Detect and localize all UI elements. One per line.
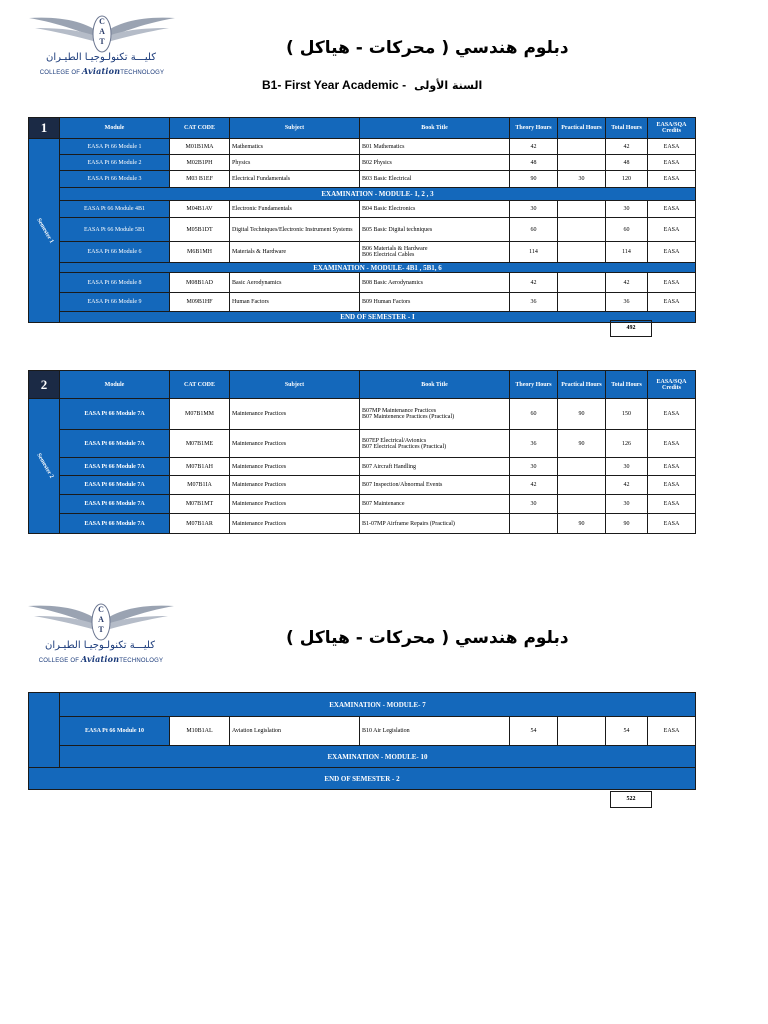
credits-cell: EASA (648, 514, 696, 534)
practical-cell (558, 273, 606, 293)
table-row (29, 293, 696, 312)
theory-cell: 60 (510, 218, 558, 242)
module-cell: EASA Pt 66 Module 7A (60, 495, 170, 514)
code-cell: M07B1ME (170, 430, 230, 458)
table-row (29, 476, 696, 495)
total-cell: 60 (606, 218, 648, 242)
module-cell: EASA Pt 66 Module 7A (60, 399, 170, 430)
book-cell: B10 Air Legislation (360, 717, 510, 746)
credits-cell: EASA (648, 717, 696, 746)
practical-cell (558, 242, 606, 263)
code-cell: M07B1MM (170, 399, 230, 430)
code-cell: M6B1MH (170, 242, 230, 263)
col-total-hours: Total Hours (606, 371, 648, 399)
col-module: Module (60, 371, 170, 399)
table-row (29, 242, 696, 263)
subject-cell: Maintenance Practices (230, 399, 360, 430)
semester-1-total: 492 (610, 320, 652, 337)
col-cat-code: CAT CODE (170, 118, 230, 139)
book-cell: B02 Physics (360, 155, 510, 171)
code-cell: M07B1IA (170, 476, 230, 495)
semester-2-table (28, 370, 696, 534)
theory-cell: 48 (510, 155, 558, 171)
theory-cell: 42 (510, 139, 558, 155)
credits-cell: EASA (648, 218, 696, 242)
semester-2-total: 522 (610, 791, 652, 808)
book-cell: B07 Maintenance (360, 495, 510, 514)
col-theory-hours: Theory Hours (510, 118, 558, 139)
module-cell: EASA Pt 66 Module 7A (60, 476, 170, 495)
semester-side-label: Semester 1 (29, 139, 60, 323)
practical-cell (558, 201, 606, 218)
book-cell: B07 Inspection/Abnormal Events (360, 476, 510, 495)
subject-cell: Electrical Fundamentals (230, 171, 360, 188)
table-row (29, 430, 696, 458)
book-cell: B05 Basic Digital techniques (360, 218, 510, 242)
module-cell: EASA Pt 66 Module 7A (60, 514, 170, 534)
total-cell: 90 (606, 514, 648, 534)
subject-cell: Electronic Fundamentals (230, 201, 360, 218)
theory-cell: 42 (510, 273, 558, 293)
col-book-title: Book Title (360, 118, 510, 139)
book-cell: B07 Aircraft Handling (360, 458, 510, 476)
end-semester-band: END OF SEMESTER - 2 (29, 768, 696, 790)
credits-cell: EASA (648, 293, 696, 312)
module-cell: EASA Pt 66 Module 6 (60, 242, 170, 263)
credits-cell: EASA (648, 399, 696, 430)
practical-cell (558, 717, 606, 746)
practical-cell (558, 495, 606, 514)
logo-english-name: COLLEGE OF AviationTECHNOLOGY (39, 66, 165, 76)
code-cell: M01B1MA (170, 139, 230, 155)
table-row (29, 717, 696, 746)
col-subject: Subject (230, 118, 360, 139)
theory-cell: 36 (510, 293, 558, 312)
module-cell: EASA Pt 66 Module 3 (60, 171, 170, 188)
book-cell: B07EP Electrical/Avionics B07 Electrical Practices (Practical) (360, 430, 510, 458)
theory-cell: 30 (510, 201, 558, 218)
table-row (29, 139, 696, 155)
total-cell: 150 (606, 399, 648, 430)
logo-arabic-name: كليـــة تكنولـوجيـا الطيـران (44, 640, 156, 651)
theory-cell: 30 (510, 495, 558, 514)
total-cell: 30 (606, 495, 648, 514)
col-book-title: Book Title (360, 371, 510, 399)
total-cell: 48 (606, 155, 648, 171)
semester-1-table (28, 117, 696, 323)
total-cell: 126 (606, 430, 648, 458)
exam-band: EXAMINATION - MODULE- 7 (60, 693, 696, 717)
theory-cell: 60 (510, 399, 558, 430)
module-cell: EASA Pt 66 Module 8 (60, 273, 170, 293)
practical-cell (558, 218, 606, 242)
code-cell: M10B1AL (170, 717, 230, 746)
table-row (29, 201, 696, 218)
code-cell: M04B1AV (170, 201, 230, 218)
practical-cell (558, 458, 606, 476)
code-cell: M05B1DT (170, 218, 230, 242)
book-cell: B1-07MP Airframe Repairs (Practical) (360, 514, 510, 534)
practical-cell (558, 476, 606, 495)
logo-letters: CAT (98, 605, 104, 634)
code-cell: M03 B1EF (170, 171, 230, 188)
code-cell: M09B1HF (170, 293, 230, 312)
exam-band: EXAMINATION - MODULE- 10 (60, 746, 696, 768)
logo-letters: CAT (99, 17, 105, 46)
total-cell: 114 (606, 242, 648, 263)
module-cell: EASA Pt 66 Module 4B1 (60, 201, 170, 218)
book-cell: B03 Basic Electrical (360, 171, 510, 188)
theory-cell: 42 (510, 476, 558, 495)
book-cell: B06 Materials & Hardware B06 Electrical Cables (360, 242, 510, 263)
table-row (29, 399, 696, 430)
table-row (29, 458, 696, 476)
total-cell: 30 (606, 201, 648, 218)
practical-cell (558, 155, 606, 171)
book-cell: B09 Human Factors (360, 293, 510, 312)
code-cell: M08B1AD (170, 273, 230, 293)
college-logo (26, 602, 176, 664)
practical-cell: 30 (558, 171, 606, 188)
theory-cell: 30 (510, 458, 558, 476)
practical-cell: 90 (558, 399, 606, 430)
subtitle: B1- First Year Academic - السنة الأولى (262, 78, 483, 92)
practical-cell (558, 293, 606, 312)
module-cell: EASA Pt 66 Module 9 (60, 293, 170, 312)
col-practical-hours: Practical Hours (558, 118, 606, 139)
subject-cell: Maintenance Practices (230, 495, 360, 514)
subject-cell: Mathematics (230, 139, 360, 155)
book-cell: B04 Basic Electronics (360, 201, 510, 218)
table-row (29, 155, 696, 171)
subject-cell: Aviation Legislation (230, 717, 360, 746)
credits-cell: EASA (648, 430, 696, 458)
theory-cell: 36 (510, 430, 558, 458)
arabic-title: دبلوم هندسي ( محركات - هياكل ) (286, 628, 569, 648)
module-cell: EASA Pt 66 Module 1 (60, 139, 170, 155)
logo-english-name: COLLEGE OF AviationTECHNOLOGY (38, 654, 164, 664)
col-module: Module (60, 118, 170, 139)
subject-cell: Materials & Hardware (230, 242, 360, 263)
semester-2-continued-table (28, 692, 696, 790)
table-row (29, 171, 696, 188)
col-total-hours: Total Hours (606, 118, 648, 139)
module-cell: EASA Pt 66 Module 7A (60, 458, 170, 476)
arabic-title: دبلوم هندسي ( محركات - هياكل ) (286, 38, 569, 58)
code-cell: M07B1AR (170, 514, 230, 534)
credits-cell: EASA (648, 139, 696, 155)
subject-cell: Maintenance Practices (230, 476, 360, 495)
table-row (29, 495, 696, 514)
subject-cell: Maintenance Practices (230, 430, 360, 458)
table-row (29, 514, 696, 534)
module-cell: EASA Pt 66 Module 7A (60, 430, 170, 458)
credits-cell: EASA (648, 171, 696, 188)
credits-cell: EASA (648, 273, 696, 293)
module-cell: EASA Pt 66 Module 10 (60, 717, 170, 746)
end-semester-band: END OF SEMESTER - I (60, 312, 696, 323)
exam-band: EXAMINATION - MODULE- 1, 2 , 3 (60, 188, 696, 201)
exam-band: EXAMINATION - MODULE- 4B1 , 5B1, 6 (60, 263, 696, 273)
module-cell: EASA Pt 66 Module 5B1 (60, 218, 170, 242)
total-cell: 36 (606, 293, 648, 312)
book-cell: B07MP Maintenance Practices B07 Maintenence Practices (Practical) (360, 399, 510, 430)
theory-cell: 54 (510, 717, 558, 746)
practical-cell: 90 (558, 430, 606, 458)
subject-cell: Maintenance Practices (230, 514, 360, 534)
credits-cell: EASA (648, 476, 696, 495)
subject-cell: Basic Aerodynamics (230, 273, 360, 293)
theory-cell (510, 514, 558, 534)
credits-cell: EASA (648, 495, 696, 514)
subject-cell: Digital Techniques/Electronic Instrument Systems (230, 218, 360, 242)
col-practical-hours: Practical Hours (558, 371, 606, 399)
semester-side-label: Semester 2 (29, 399, 60, 534)
total-cell: 42 (606, 139, 648, 155)
subject-cell: Maintenance Practices (230, 458, 360, 476)
subject-cell: Human Factors (230, 293, 360, 312)
practical-cell: 90 (558, 514, 606, 534)
col-cat-code: CAT CODE (170, 371, 230, 399)
college-logo (27, 14, 177, 76)
credits-cell: EASA (648, 201, 696, 218)
semester-number: 1 (29, 118, 60, 139)
col-theory-hours: Theory Hours (510, 371, 558, 399)
col-credits: EASA/SQA Credits (648, 118, 696, 139)
semester-side-bar (29, 693, 60, 768)
book-cell: B08 Basic Aerodynamics (360, 273, 510, 293)
col-credits: EASA/SQA Credits (648, 371, 696, 399)
module-cell: EASA Pt 66 Module 2 (60, 155, 170, 171)
credits-cell: EASA (648, 155, 696, 171)
logo-arabic-name: كليـــة تكنولـوجيـا الطيـران (45, 52, 157, 63)
col-subject: Subject (230, 371, 360, 399)
practical-cell (558, 139, 606, 155)
code-cell: M02B1PH (170, 155, 230, 171)
theory-cell: 90 (510, 171, 558, 188)
theory-cell: 114 (510, 242, 558, 263)
table-row (29, 218, 696, 242)
total-cell: 54 (606, 717, 648, 746)
credits-cell: EASA (648, 242, 696, 263)
table-row (29, 273, 696, 293)
total-cell: 120 (606, 171, 648, 188)
code-cell: M07B1MT (170, 495, 230, 514)
total-cell: 42 (606, 273, 648, 293)
semester-number: 2 (29, 371, 60, 399)
book-cell: B01 Mathematics (360, 139, 510, 155)
total-cell: 42 (606, 476, 648, 495)
subject-cell: Physics (230, 155, 360, 171)
credits-cell: EASA (648, 458, 696, 476)
total-cell: 30 (606, 458, 648, 476)
code-cell: M07B1AH (170, 458, 230, 476)
